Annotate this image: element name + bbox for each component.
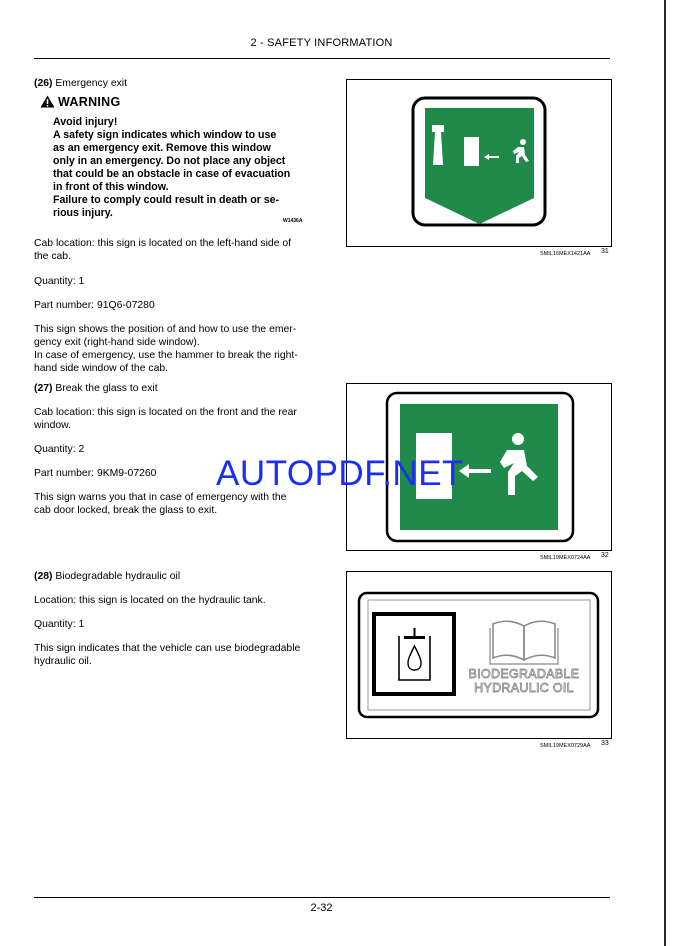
- location-text: [34, 237, 324, 263]
- sign-line: BIODEGRADABLE: [468, 667, 580, 681]
- description-text: [34, 491, 324, 517]
- warning-code: W1436A: [283, 218, 303, 224]
- location-text: [34, 594, 324, 607]
- section-27-heading: [34, 382, 324, 395]
- footer-rule: [34, 897, 610, 898]
- figure-code: SMIL19MEX0724AA: [540, 555, 591, 561]
- section-28-heading: [34, 570, 324, 583]
- warning-line: rious injury.: [53, 207, 113, 219]
- emergency-exit-hammer-sign-icon: [347, 80, 611, 246]
- location-text: [34, 406, 324, 432]
- text-line: window.: [34, 420, 71, 431]
- section-title: Emergency exit: [55, 78, 127, 89]
- biodegradable-oil-sign-icon: [347, 572, 611, 738]
- quantity-text: Quantity: 2: [34, 444, 85, 455]
- text-line: hydraulic oil.: [34, 656, 92, 667]
- warning-line: only in an emergency. Do not place any object: [53, 155, 286, 167]
- figure-number: 31: [601, 248, 609, 255]
- page-edge: [664, 0, 666, 946]
- figure-number: 33: [601, 740, 609, 747]
- text-line: This sign indicates that the vehicle can use biodegradable: [34, 643, 301, 654]
- text-line: cab door locked, break the glass to exit.: [34, 505, 218, 516]
- warning-line: A safety sign indicates which window to use: [53, 129, 277, 141]
- figure-number: 32: [601, 552, 609, 559]
- section-26-heading: [34, 77, 324, 90]
- section-number: (28): [34, 571, 53, 582]
- quantity-text: Quantity: 1: [34, 276, 85, 287]
- text-line: This sign warns you that in case of emergency with the: [34, 492, 287, 503]
- warning-body: [53, 116, 313, 220]
- sign-text: [459, 667, 589, 695]
- text-line: In case of emergency, use the hammer to break the right-: [34, 350, 298, 361]
- warning-line: in front of this window.: [53, 181, 169, 193]
- warning-line: Failure to comply could result in death or se-: [53, 194, 280, 206]
- page-header: 2 - SAFETY INFORMATION: [250, 37, 393, 49]
- watermark: AUTOPDF.NET: [216, 454, 464, 493]
- warning-triangle-icon: [40, 95, 55, 108]
- text-line: the cab.: [34, 251, 71, 262]
- part-number-text: Part number: 9KM9-07260: [34, 468, 157, 479]
- description-text: [34, 323, 324, 375]
- warning-line: that could be an obstacle in case of evacuation: [53, 168, 291, 180]
- warning-label: WARNING: [58, 95, 121, 109]
- text-line: Location: this sign is located on the hydraulic tank.: [34, 595, 266, 606]
- section-number: (27): [34, 383, 53, 394]
- warning-line: as an emergency exit. Remove this window: [53, 142, 271, 154]
- warning-line: Avoid injury!: [53, 116, 118, 128]
- text-line: Cab location: this sign is located on the front and the rear: [34, 407, 297, 418]
- header-rule: [34, 58, 610, 59]
- text-line: This sign shows the position of and how to use the emer-: [34, 324, 297, 335]
- figure-emergency-exit-sign: [346, 79, 612, 247]
- page-number: 2-32: [310, 902, 333, 914]
- part-number-text: Part number: 91Q6-07280: [34, 300, 155, 311]
- text-line: gency exit (right-hand side window).: [34, 337, 200, 348]
- sign-line: HYDRAULIC OIL: [474, 681, 574, 695]
- figure-code: SMIL19MEX0729AA: [540, 743, 591, 749]
- quantity-text: Quantity: 1: [34, 619, 85, 630]
- text-line: Cab location: this sign is located on the left-hand side of: [34, 238, 292, 249]
- figure-code: SMIL16MEX1421AA: [540, 251, 591, 257]
- description-text: [34, 642, 324, 668]
- figure-biodegradable-oil-sign: [346, 571, 612, 739]
- section-number: (26): [34, 78, 53, 89]
- text-line: hand side window of the cab.: [34, 363, 169, 374]
- section-title: Biodegradable hydraulic oil: [55, 571, 181, 582]
- warning-title: [40, 95, 121, 109]
- section-title: Break the glass to exit: [55, 383, 158, 394]
